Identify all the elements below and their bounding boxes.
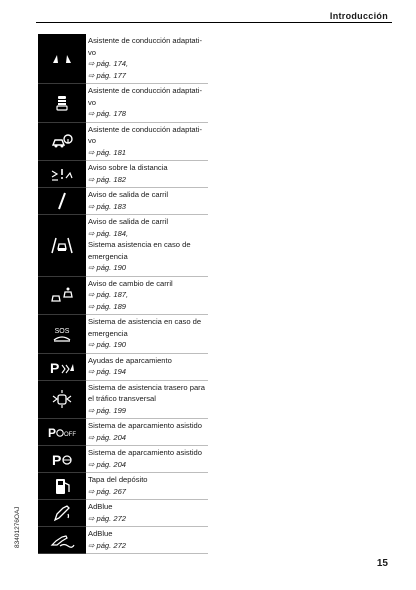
park-assist-off-icon (38, 419, 86, 446)
page-reference-link[interactable]: ⇨ pág. 194 (88, 367, 127, 376)
description-text: Tapa del depósito (88, 475, 148, 484)
section-title: Introducción (329, 11, 388, 21)
table-row (38, 419, 208, 446)
description-text: el tráfico transversal (88, 394, 156, 403)
table-row (38, 161, 208, 188)
description-text: Sistema de asistencia trasero para (88, 382, 205, 392)
car-steering-icon (38, 123, 86, 162)
row-description (86, 84, 208, 122)
row-description (86, 446, 208, 472)
description-text: Asistente de conducción adaptati- (88, 36, 202, 45)
table-row (38, 446, 208, 473)
row-description (86, 473, 208, 499)
svg-text:P: P (52, 452, 62, 468)
description-text: Asistente de conducción adaptati- (88, 124, 202, 134)
row-description (86, 215, 208, 276)
description-text: vo (88, 97, 97, 107)
page-reference-link[interactable]: ⇨ pág. 272 (88, 513, 127, 523)
table-row (38, 277, 208, 316)
description-text: Aviso de cambio de carril (88, 278, 173, 288)
page-reference-link[interactable]: ⇨ pág. 272 (88, 540, 127, 550)
row-description (86, 500, 208, 526)
table-row (38, 315, 208, 354)
svg-text:SOS: SOS (54, 327, 70, 335)
parking-aid-icon (38, 354, 86, 381)
page-reference-link[interactable]: ⇨ pág. 204 (88, 459, 127, 469)
description-text: Sistema asistencia en caso de (88, 240, 191, 249)
adblue-warning-icon (38, 527, 86, 554)
rear-cross-traffic-icon (38, 381, 86, 420)
page-reference-link[interactable]: ⇨ pág. 174, (88, 59, 129, 68)
page-reference-link[interactable]: ⇨ pág. 181 (88, 147, 127, 157)
adaptive-cruise-icon (38, 34, 86, 84)
lane-departure-icon (38, 188, 86, 215)
table-row (38, 473, 208, 500)
indicator-table (38, 34, 208, 554)
description-text: vo (88, 136, 97, 145)
row-description (86, 381, 208, 419)
row-description (86, 315, 208, 353)
description-text: AdBlue (88, 529, 113, 538)
row-description (86, 34, 208, 83)
description-text: emergencia (88, 328, 128, 338)
fuel-door-icon (38, 473, 86, 500)
row-description (86, 277, 208, 315)
document-code: 83401276OAJ (14, 506, 21, 548)
description-text: Sistema de aparcamiento asistido (88, 448, 202, 457)
row-description (86, 419, 208, 445)
lane-departure-car-icon (38, 215, 86, 277)
header-divider (36, 22, 392, 23)
adblue-nozzle-icon (38, 500, 86, 527)
description-text: Asistente de conducción adaptati- (88, 86, 202, 95)
description-text: Aviso de salida de carril (88, 217, 169, 226)
description-text: Sistema de aparcamiento asistido (88, 421, 202, 430)
table-row (38, 354, 208, 381)
page-reference-link[interactable]: ⇨ pág. 189 (88, 301, 127, 311)
table-row (38, 34, 208, 84)
page-reference-link[interactable]: ⇨ pág. 190 (88, 263, 127, 272)
row-description (86, 123, 208, 161)
table-row (38, 84, 208, 123)
page-reference-link[interactable]: ⇨ pág. 267 (88, 486, 127, 496)
row-description (86, 188, 208, 214)
page-reference-link[interactable]: ⇨ pág. 199 (88, 405, 127, 415)
park-assist-icon (38, 446, 86, 473)
page-reference-link[interactable]: ⇨ pág. 178 (88, 109, 127, 118)
table-row (38, 215, 208, 277)
row-description (86, 354, 208, 380)
page-reference-link[interactable]: ⇨ pág. 183 (88, 201, 127, 211)
row-description (86, 161, 208, 187)
page-reference-link[interactable]: ⇨ pág. 184, (88, 228, 129, 238)
icon-label: OFF (64, 432, 76, 438)
description-text: Sistema de asistencia en caso de (88, 317, 202, 326)
description-text: AdBlue (88, 502, 113, 511)
distance-warning-icon (38, 161, 86, 188)
lane-change-icon (38, 277, 86, 316)
sos-icon (38, 315, 86, 354)
description-text: vo (88, 47, 97, 57)
table-row (38, 123, 208, 162)
table-row (38, 381, 208, 420)
page-reference-link[interactable]: ⇨ pág. 204 (88, 432, 127, 442)
table-row (38, 188, 208, 215)
steering-hands-icon (38, 84, 86, 123)
page-number: 15 (376, 558, 388, 569)
description-text: Ayudas de aparcamiento (88, 355, 172, 365)
description-text: emergencia (88, 251, 128, 261)
row-description (86, 527, 208, 553)
page-reference-link[interactable]: ⇨ pág. 177 (88, 70, 127, 80)
description-text: Aviso de salida de carril (88, 190, 169, 199)
page-reference-link[interactable]: ⇨ pág. 190 (88, 340, 127, 349)
svg-text:P: P (48, 426, 57, 440)
svg-text:P: P (50, 359, 60, 376)
table-row (38, 500, 208, 527)
page-reference-link[interactable]: ⇨ pág. 187, (88, 290, 129, 299)
table-row (38, 527, 208, 554)
description-text: Aviso sobre la distancia (88, 163, 168, 172)
page-reference-link[interactable]: ⇨ pág. 182 (88, 174, 127, 184)
